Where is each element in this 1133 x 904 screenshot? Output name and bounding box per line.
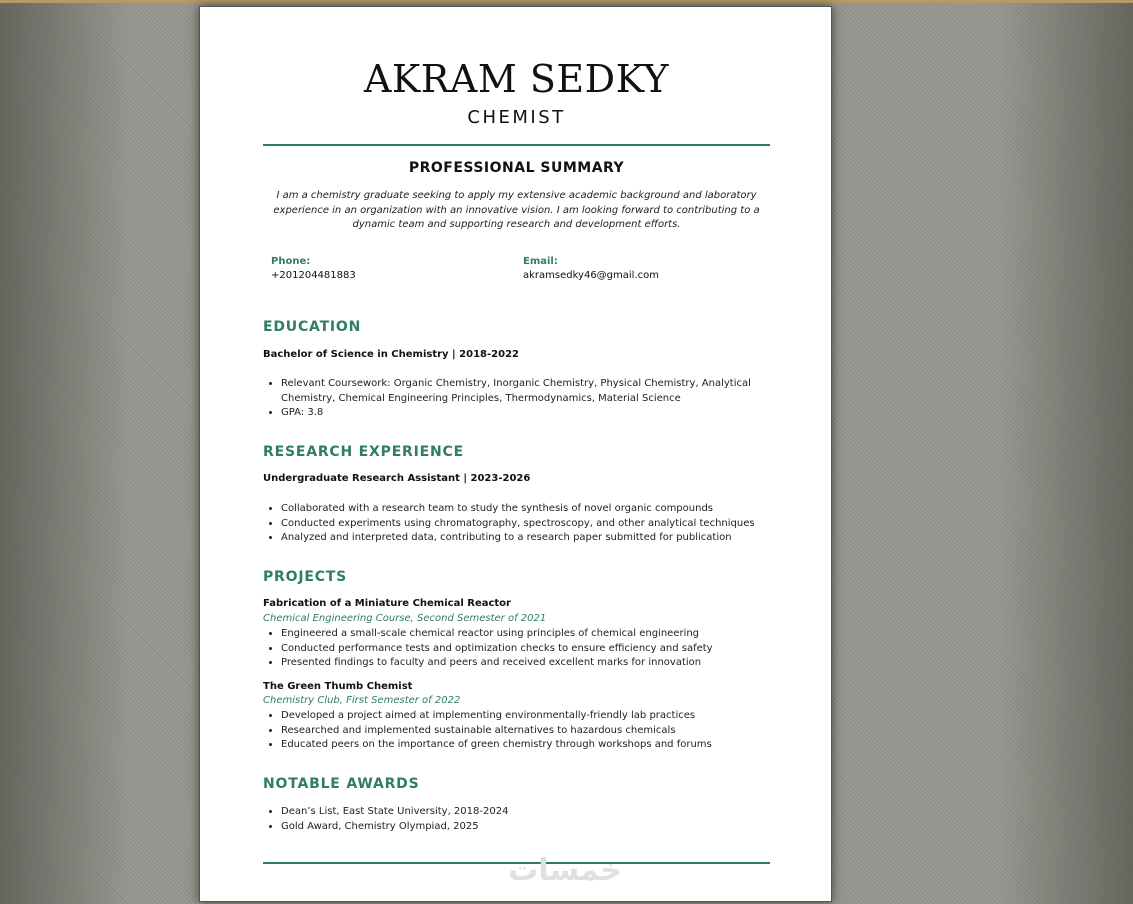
- project-name: The Green Thumb Chemist: [263, 681, 413, 692]
- phone-value: +201204481883: [271, 270, 356, 281]
- job-title: CHEMIST: [467, 107, 566, 128]
- list-item: • GPA: 3.8: [281, 406, 781, 421]
- list-item: • Researched and implemented sustainable alternatives to hazardous chemicals: [281, 724, 781, 739]
- project-context: Chemical Engineering Course, Second Semester of 2021: [263, 613, 547, 624]
- awards-heading: NOTABLE AWARDS: [263, 776, 420, 792]
- research-bullets: [263, 502, 781, 546]
- list-item: • Developed a project aimed at implementing environmentally-friendly lab practices: [281, 709, 781, 724]
- list-item: • Relevant Coursework: Organic Chemistry, Inorganic Chemistry, Physical Chemistry, Analytical Chemistry, Chemical Engineering Principles, Thermodynamics, Material Science: [281, 377, 781, 406]
- project-name: Fabrication of a Miniature Chemical Reactor: [263, 598, 511, 609]
- research-role: Undergraduate Research Assistant | 2023-2026: [263, 473, 531, 484]
- list-item: • Collaborated with a research team to study the synthesis of novel organic compounds: [281, 502, 781, 517]
- list-item: • Conducted performance tests and optimization checks to ensure efficiency and safety: [281, 642, 781, 657]
- research-heading: RESEARCH EXPERIENCE: [263, 444, 464, 460]
- email-value: akramsedky46@gmail.com: [523, 270, 659, 281]
- list-item: • Educated peers on the importance of green chemistry through workshops and forums: [281, 738, 781, 753]
- education-heading: EDUCATION: [263, 319, 362, 335]
- degree-line: Bachelor of Science in Chemistry | 2018-2022: [263, 349, 519, 360]
- watermark-logo: خمسات: [508, 853, 622, 888]
- header-divider: [263, 144, 770, 146]
- phone-label: Phone:: [271, 256, 311, 267]
- education-bullets: [263, 377, 781, 421]
- list-item: • Presented findings to faculty and peers and received excellent marks for innovation: [281, 656, 781, 671]
- list-item: • Analyzed and interpreted data, contributing to a research paper submitted for publication: [281, 531, 781, 546]
- projects-heading: PROJECTS: [263, 569, 348, 585]
- summary-heading: PROFESSIONAL SUMMARY: [408, 160, 625, 176]
- list-item: • Conducted experiments using chromatography, spectroscopy, and other analytical techniques: [281, 517, 781, 532]
- list-item: • Engineered a small-scale chemical reactor using principles of chemical engineering: [281, 627, 781, 642]
- summary-text: I am a chemistry graduate seeking to apply my extensive academic background and laboratory experience in an organization with an innovative vision. I am looking forward to contributing to a dynamic team and supporting research and development efforts.: [273, 190, 760, 230]
- list-item: • Dean’s List, East State University, 2018-2024: [281, 805, 781, 820]
- project-context: Chemistry Club, First Semester of 2022: [263, 695, 461, 706]
- awards-bullets: [263, 805, 781, 834]
- project-bullets: [263, 627, 781, 671]
- email-label: Email:: [523, 256, 558, 267]
- list-item: • Gold Award, Chemistry Olympiad, 2025: [281, 820, 781, 835]
- resume-page: [199, 6, 832, 902]
- candidate-name: AKRAM SEDKY: [363, 57, 670, 101]
- project-bullets: [263, 709, 781, 753]
- top-window-strip: [0, 0, 1133, 3]
